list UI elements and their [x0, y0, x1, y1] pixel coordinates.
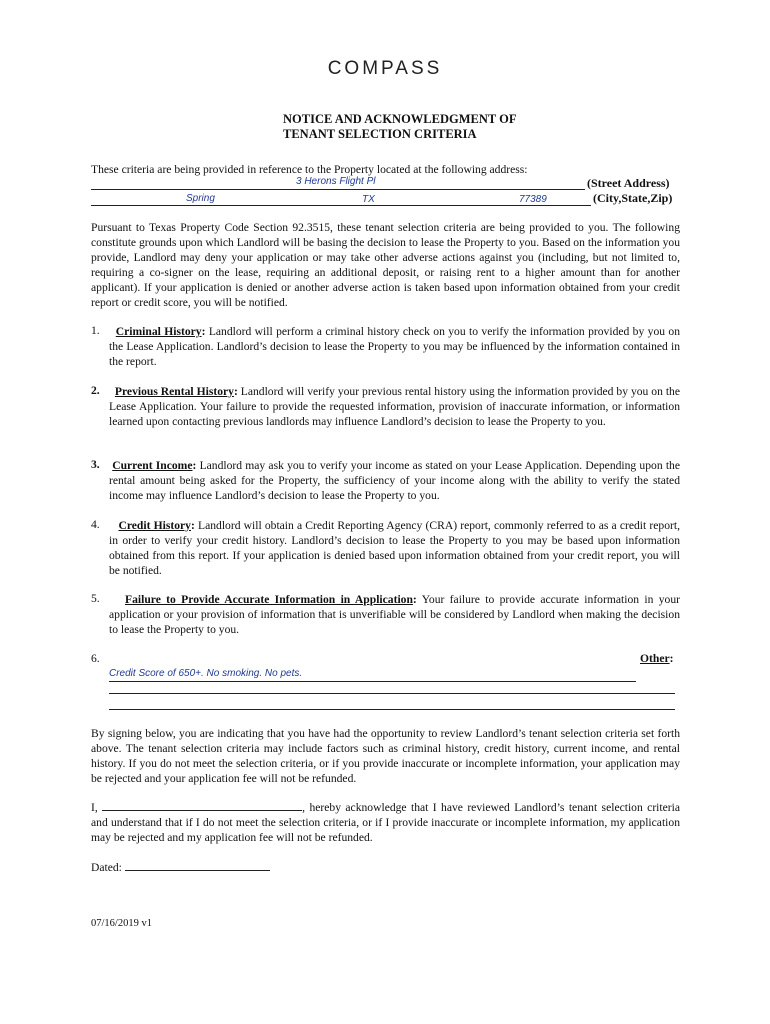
item-accurate-information: Failure to Provide Accurate Information in Application: Your failure to provide accurate information in your application or your provision of information that is unverifiable will be considered by Landlord when making the decision to lease the Property to you. — [109, 593, 680, 636]
item-4-text: Landlord will obtain a Credit Reporting Agency (CRA) report, commonly referred to as a credit report, in order to verify your credit history. Landlord’s decision to lease the Property to you may be based upon information obtained from this report. If your application is denied based upon information obtained from your credit report, you will be notified. — [109, 519, 680, 577]
intro-text: These criteria are being provided in reference to the Property located at the following address: — [91, 163, 528, 176]
other-heading: Other — [640, 652, 670, 665]
street-address-field[interactable] — [91, 176, 585, 190]
title-line-2: TENANT SELECTION CRITERIA — [283, 127, 477, 141]
other-field-line-3[interactable] — [109, 698, 675, 710]
other-value: Credit Score of 650+. No smoking. No pets. — [109, 668, 303, 679]
item-5-heading: Failure to Provide Accurate Information in Application — [125, 593, 413, 606]
item-4-number: 4. — [91, 518, 100, 531]
dated-label: Dated: — [91, 861, 122, 874]
other-field-line-1[interactable] — [109, 668, 636, 682]
item-2-number: 2. — [91, 384, 100, 397]
street-address-label: (Street Address) — [587, 176, 670, 190]
footer-version: 07/16/2019 v1 — [91, 918, 152, 929]
city-value: Spring — [186, 193, 215, 204]
item-credit-history: Credit History: Landlord will obtain a Credit Reporting Agency (CRA) report, commonly referred to as a credit report, in order to verify your credit history. Landlord’s decision to lease the Property to you may be based upon information obtained from this report. If your application is denied based upon information obtained from your credit report, you will be notified. — [109, 519, 680, 577]
state-value: TX — [362, 194, 375, 205]
item-5-text: Your failure to provide accurate information in your application or your provision of information that is unverifiable will be considered by Landlord when making the decision to lease the Property to you. — [109, 593, 680, 636]
item-previous-rental-history: Previous Rental History: Landlord will verify your previous rental history using the information provided by you on the Lease Application. Your failure to provide the requested information, provision of inaccurate information, or information learned upon contacting previous landlords may influence Landlord’s decision to lease the Property to you. — [109, 385, 680, 428]
title-line-1: NOTICE AND ACKNOWLEDGMENT OF — [283, 112, 517, 126]
acknowledge-text: , hereby acknowledge that I have reviewed Landlord’s tenant selection criteria and understand that if I do not meet the selection criteria, or if I provide inaccurate or incomplete information, my application may be rejected and my application fee will not be refunded. — [91, 801, 680, 844]
pursuant-paragraph: Pursuant to Texas Property Code Section 92.3515, these tenant selection criteria are being provided to you. The following constitute grounds upon which Landlord will be basing the decision to lease the Property to you. Based on the information you provide, Landlord may deny your application or may take other adverse actions against you (including, but not limited to, requiring a co-signer on the lease, requiring an additional deposit, or raising rent to a higher amount than for another applicant). If your application is denied or another adverse action is taken based upon information obtained from your credit report or credit score, you will be notified. — [91, 221, 680, 309]
item-1-number: 1. — [91, 324, 100, 337]
street-address-value: 3 Herons Flight Pl — [296, 176, 376, 187]
item-current-income: Current Income: Landlord may ask you to verify your income as stated on your Lease Application. Depending upon the rental amount being asked for the Property, the sufficiency of your income along with the ability to verify the stated income may influence Landlord’s decision to lease the Property to you. — [109, 459, 680, 502]
acknowledge-prefix: I, — [91, 801, 98, 814]
zip-value: 77389 — [519, 194, 547, 205]
item-2-heading: Previous Rental History — [114, 385, 234, 398]
date-field[interactable] — [125, 860, 270, 871]
other-field-line-2[interactable] — [109, 682, 675, 694]
other-heading-wrap: Other: — [640, 652, 674, 665]
city-state-zip-label: (City,State,Zip) — [593, 191, 673, 205]
acknowledge-paragraph — [91, 800, 680, 845]
compass-logo: COMPASS — [327, 58, 443, 79]
dated-row — [91, 860, 270, 874]
item-2-text: Landlord will verify your previous rental history using the information provided by you on the Lease Application. Your failure to provide the requested information, provision of inaccurate information, or information learned upon contacting previous landlords may influence Landlord’s decision to lease the Property to you. — [109, 385, 680, 428]
signing-paragraph: By signing below, you are indicating that you have had the opportunity to review Landlord’s tenant selection criteria set forth above. The tenant selection criteria may include factors such as criminal history, credit history, current income, and rental history. If you do not meet the selection criteria, or if you provide inaccurate or incomplete information, your application may be rejected and your application fee will not be refunded. — [91, 727, 680, 785]
item-4-heading: Credit History — [118, 519, 191, 532]
item-criminal-history: Criminal History: Landlord will perform a criminal history check on you to verify the information provided by you on the Lease Application. Landlord’s decision to lease the Property to you may be influenced by the information contained in the report. — [109, 325, 680, 368]
item-3-text: Landlord may ask you to verify your income as stated on your Lease Application. Depending upon the rental amount being asked for the Property, the sufficiency of your income along with the ability to verify the stated income may influence Landlord’s decision to lease the Property to you. — [109, 459, 680, 502]
item-1-heading: Criminal History — [115, 325, 202, 338]
item-3-number: 3. — [91, 458, 100, 471]
item-1-text: Landlord will perform a criminal history check on you to verify the information provided by you on the Lease Application. Landlord’s decision to lease the Property to you may be influenced by the information contained in the report. — [109, 325, 680, 368]
item-3-heading: Current Income — [112, 459, 193, 472]
item-6-number: 6. — [91, 652, 100, 665]
city-state-zip-field[interactable] — [91, 192, 591, 206]
item-5-number: 5. — [91, 592, 100, 605]
document-title — [283, 112, 516, 142]
name-field[interactable] — [102, 800, 302, 811]
